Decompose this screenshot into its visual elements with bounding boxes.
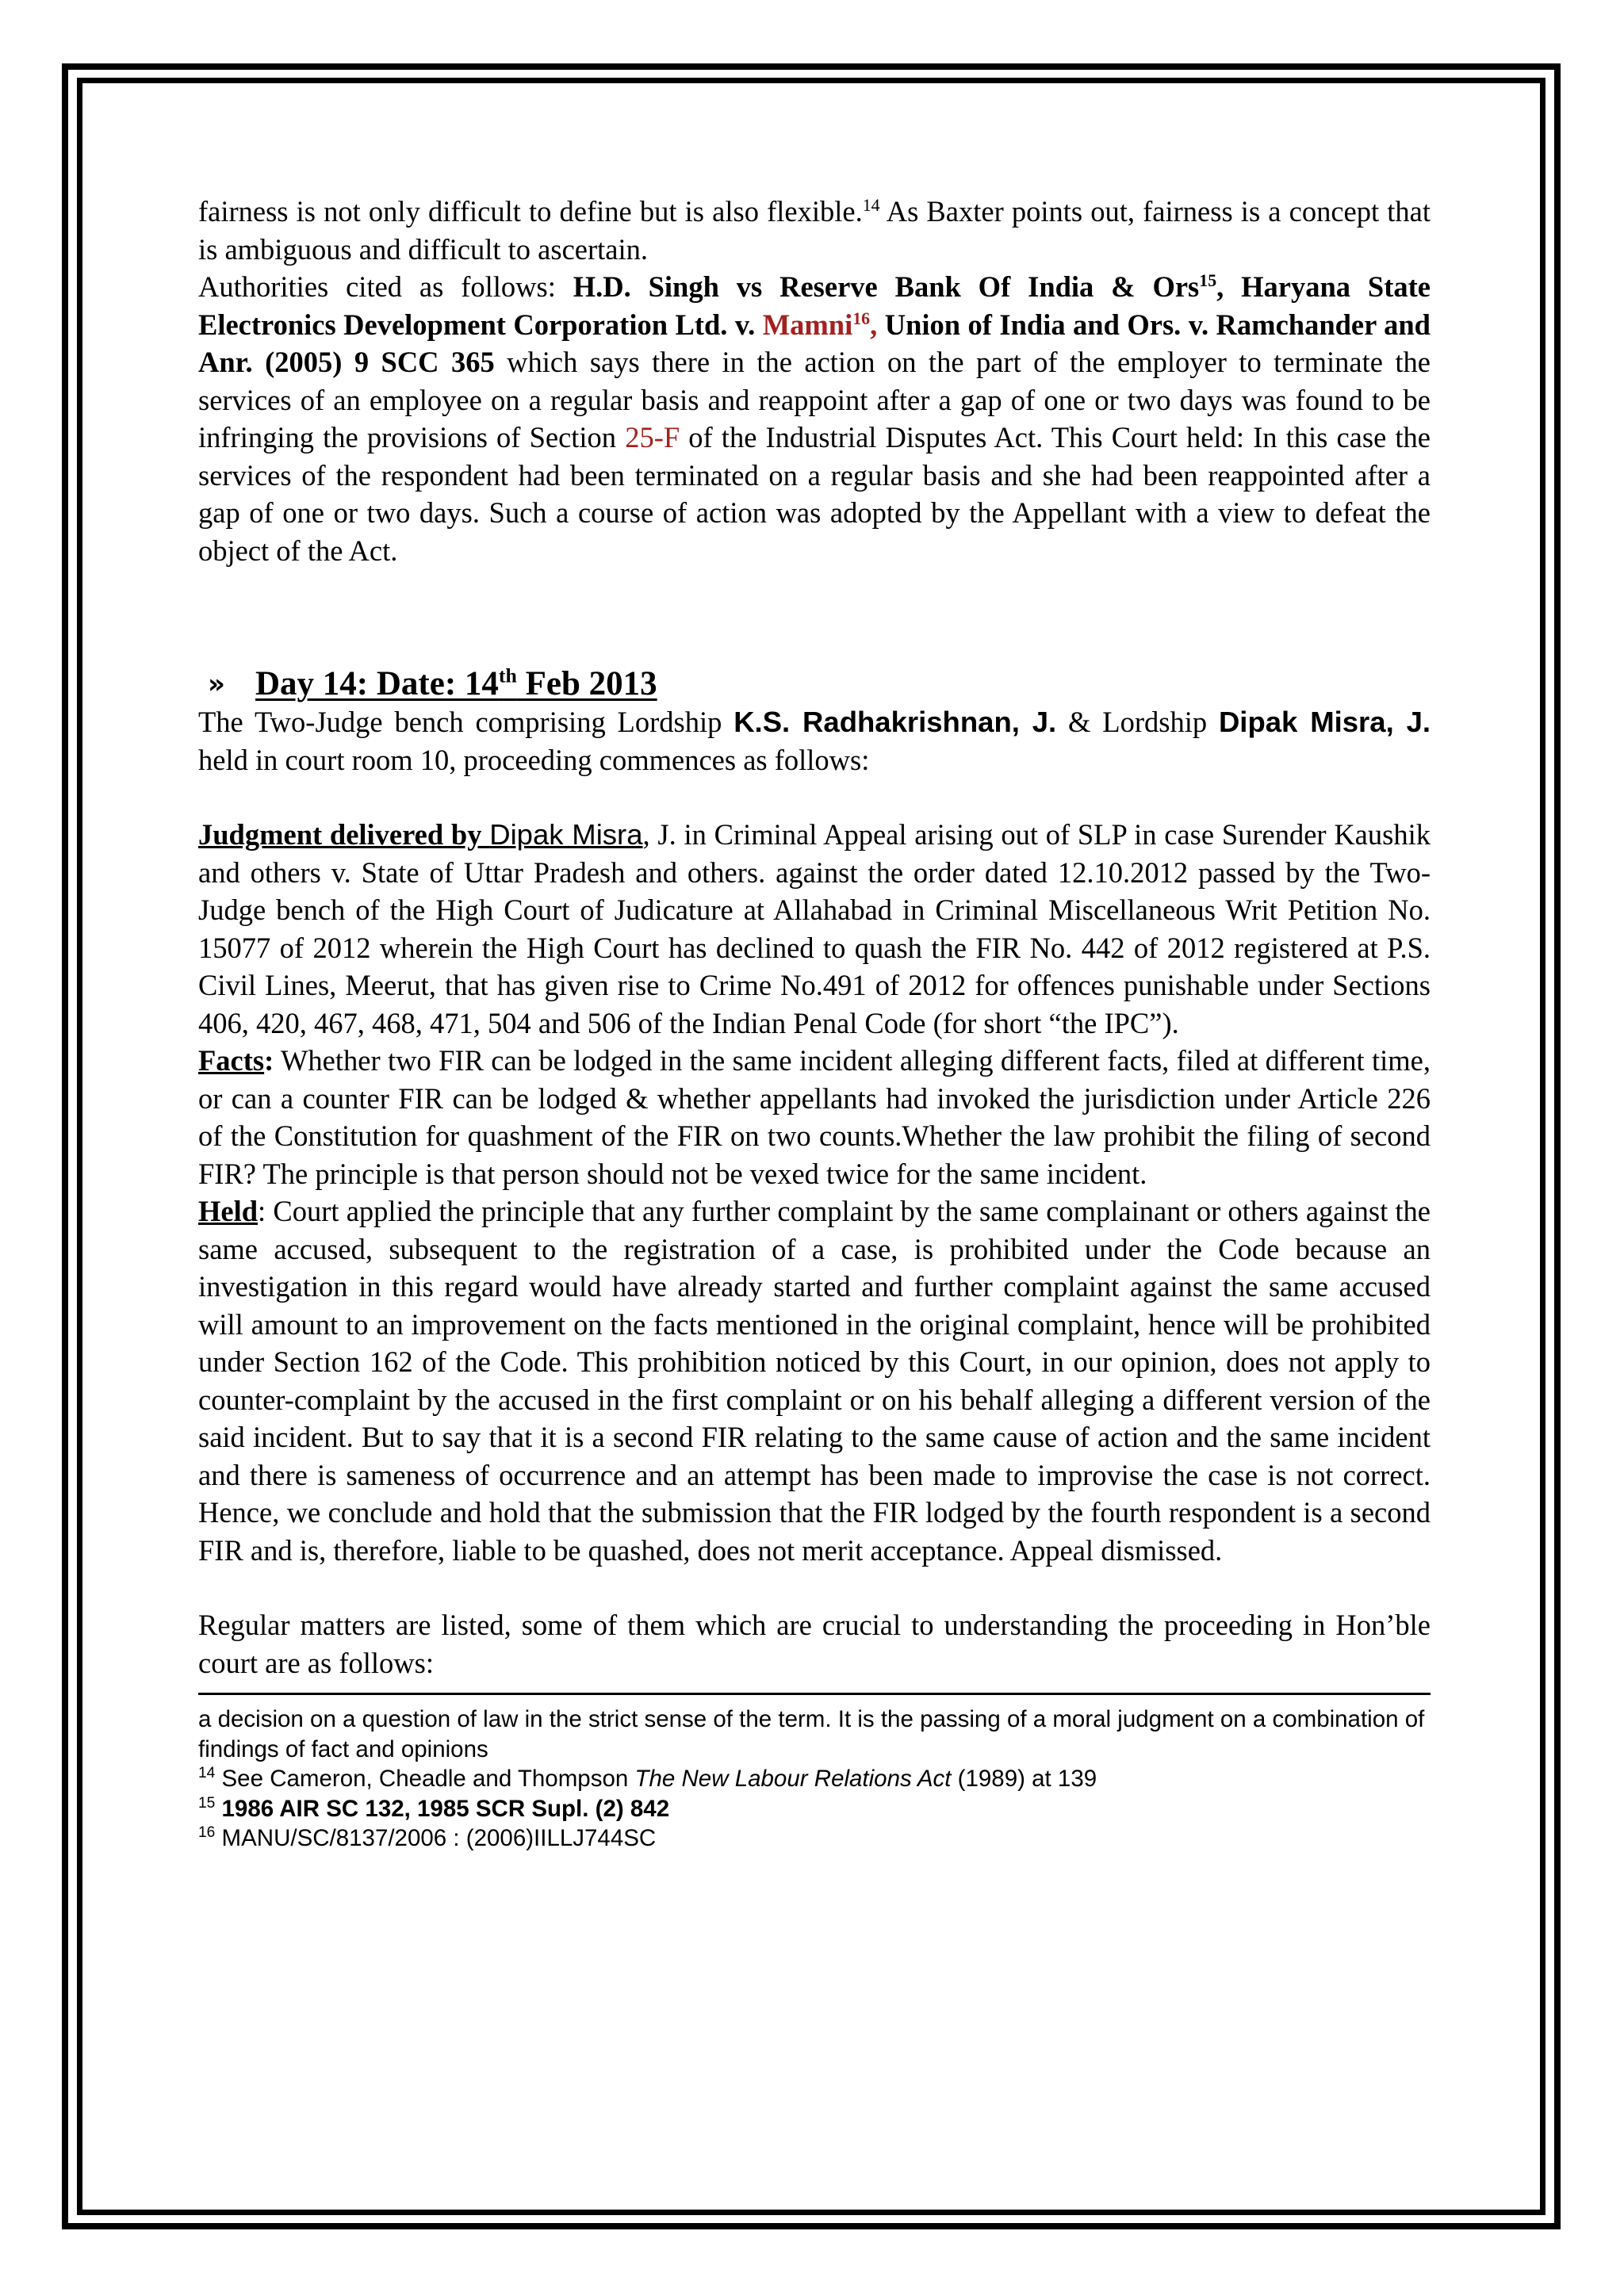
day-heading-title: Day 14: Date: 14th Feb 2013	[255, 664, 657, 702]
case-ramchander: Union of India and Ors. v. Ramchander and Anr. (2005) 9 SCC 365	[198, 308, 1431, 378]
footnote-15: $^{15}$ 1986 AIR SC 132, 1985 SCR Supl. (2) 842	[198, 1794, 670, 1822]
held-label: Held	[198, 1195, 259, 1227]
paragraph-fairness: fairness is not only difficult to define but is also flexible.$^{14}$ As Baxter points out, fairness is a concept that is ambiguous and difficult to ascertain.	[198, 194, 1431, 266]
footnote-ref-14[interactable]: 14	[862, 194, 880, 215]
footnote-14: $^{14}$ See Cameron, Cheadle and Thompson The New Labour Relations Act (1989) at 139	[198, 1765, 1097, 1792]
footnote-16: $^{16}$ MANU/SC/8137/2006 : (2006)IILLJ744SC	[198, 1824, 657, 1851]
paragraph-regular-matters: Regular matters are listed, some of them which are crucial to understanding the proceeding in Hon’ble court are as follows:	[198, 1609, 1431, 1679]
day-heading	[198, 664, 1431, 703]
footnote-ref-16[interactable]: 16	[852, 308, 871, 328]
case-hd-singh: H.D. Singh vs Reserve Bank Of India & Ors	[573, 270, 1200, 303]
paragraph-judgment: Judgment delivered by Dipak Misra, J. in Criminal Appeal arising out of SLP in case Surender Kaushik and others v. State of Uttar Pradesh and others. against the order dated 12.10.2012 passed by the Two-Judge bench of the High Court of Judicature at Allahabad in Criminal Miscellaneous Writ Petition No. 15077 of 2012 wherein the High Court has declined to quash the FIR No. 442 of 2012 registered at P.S. Civil Lines, Meerut, that has given rise to Crime No.491 of 2012 for offences punishable under Sections 406, 420, 467, 468, 471, 504 and 506 of the Indian Penal Code (for short “the IPC”).	[198, 818, 1431, 1039]
facts-label: Facts	[198, 1044, 265, 1077]
case-mamni: Mamni	[762, 308, 853, 341]
judge-misra: Dipak Misra, J.	[1218, 706, 1431, 738]
paragraph-facts: Facts: Whether two FIR can be lodged in the same incident alleging different facts, filed at different time, or can a counter FIR can be lodged & whether appellants had invoked the jurisdiction under Article 226 of the Constitution for quashment of the FIR on two counts.Whether the law prohibit the filing of second FIR? The principle is that person should not be vexed twice for the same incident.	[198, 1044, 1431, 1190]
paragraph-held: Held: Court applied the principle that any further complaint by the same complainant or others against the same accused, subsequent to the registration of a case, is prohibited under the Code because an investigation in this regard would have already started and further complaint against the same accused will amount to an improvement on the facts mentioned in the original complaint, hence will be prohibited under Section 162 of the Code. This prohibition noticed by this Court, in our opinion, does not apply to counter-complaint by the accused in the first complaint or on his behalf alleging a different version of the said incident. But to say that it is a second FIR relating to the same cause of action and the same incident and there is sameness of occurrence and an attempt has been made to improvise the case is not correct. Hence, we conclude and hold that the submission that the FIR lodged by the fourth respondent is a second FIR and is, therefore, liable to be quashed, does not merit acceptance. Appeal dismissed.	[198, 1195, 1431, 1567]
footnote-continuation: a decision on a question of law in the strict sense of the term. It is the passing of a moral judgment on a combination of findings of fact and opinions	[198, 1706, 1425, 1762]
judgment-judge: Dipak Misra	[489, 818, 643, 851]
footnotes	[198, 1705, 1431, 1854]
page-content	[198, 193, 1431, 1854]
footnote-separator	[198, 1693, 1431, 1695]
case-haryana: , Haryana State Electronics Development Corporation Ltd. v.	[198, 270, 1431, 341]
judge-radhakrishnan: K.S. Radhakrishnan, J.	[733, 706, 1057, 738]
judgment-label: Judgment delivered by Dipak Misra	[198, 818, 643, 851]
section-25f-link: 25-F	[625, 421, 680, 453]
footnote-ref-15[interactable]: 15	[1199, 270, 1217, 290]
double-chevron-icon: »	[208, 668, 225, 700]
paragraph-bench: The Two-Judge bench comprising Lordship K.S. Radhakrishnan, J. & Lordship Dipak Misra, J. held in court room 10, proceeding commences as follows:	[198, 706, 1431, 776]
paragraph-authorities: Authorities cited as follows: H.D. Singh vs Reserve Bank Of India & Ors$^{15}$, Haryana State Electronics Development Corporation Ltd. v. Mamni$^{16}$, Union of India and Ors. v. Ramchander and Anr. (2005) 9 SCC 365 which says there in the action on the part of the employer to terminate the services of an employee on a regular basis and reappoint after a gap of one or two days was found to be infringing the provisions of Section 25-F of the Industrial Disputes Act. This Court held: In this case the services of the respondent had been terminated on a regular basis and she had been reappointed after a gap of one or two days. Such a course of action was adopted by the Appellant with a view to defeat the object of the Act.	[198, 270, 1431, 567]
